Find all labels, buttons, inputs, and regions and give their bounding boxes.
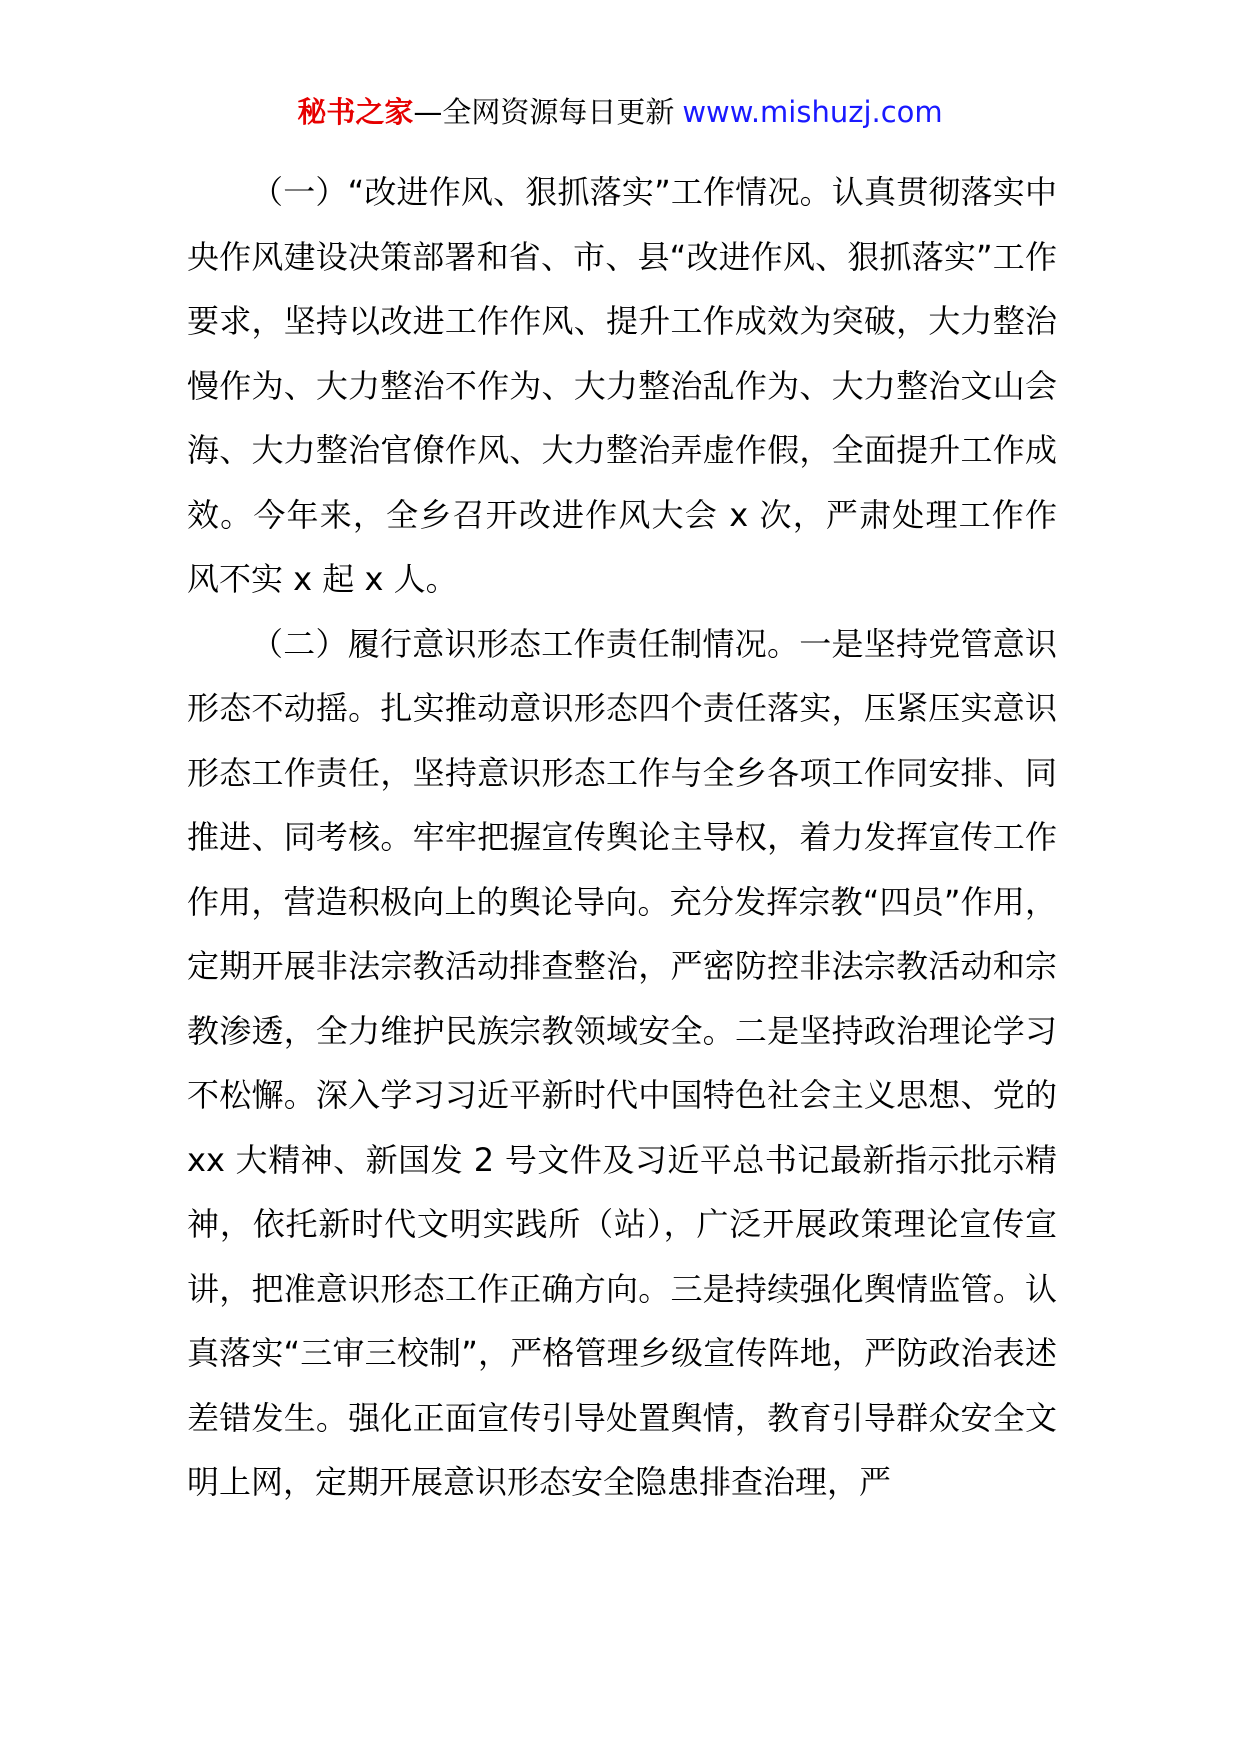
site-brand: 秘书之家 — [297, 95, 414, 129]
document-body — [187, 160, 1057, 1515]
site-tagline: —全网资源每日更新 — [413, 95, 675, 129]
paragraph-work-style: （一）“改进作风、狠抓落实”工作情况。认真贯彻落实中央作风建设决策部署和省、市、县“改进作风、狠抓落实”工作要求，坚持以改进工作作风、提升工作成效为突破，大力整治慢作为、大力整治不作为、大力整治乱作为、大力整治文山会海、大力整治官僚作风、大力整治弄虚作假，全面提升工作成效。今年来，全乡召开改进作风大会 x 次，严肃处理工作作风不实 x 起 x 人。 — [187, 173, 1057, 598]
site-header — [0, 92, 1240, 132]
site-url-link[interactable]: www.mishuzj.com — [682, 95, 943, 129]
paragraph-ideology-responsibility: （二）履行意识形态工作责任制情况。一是坚持党管意识形态不动摇。扎实推动意识形态四个责任落实，压紧压实意识形态工作责任，坚持意识形态工作与全乡各项工作同安排、同推进、同考核。牢牢把握宣传舆论主导权，着力发挥宣传工作作用，营造积极向上的舆论导向。充分发挥宗教“四员”作用，定期开展非法宗教活动排查整治，严密防控非法宗教活动和宗教渗透，全力维护民族宗教领域安全。二是坚持政治理论学习不松懈。深入学习习近平新时代中国特色社会主义思想、党的 xx 大精神、新国发 2 号文件及习近平总书记最新指示批示精神，依托新时代文明实践所（站），广泛开展政策理论宣传宣讲，把准意识形态工作正确方向。三是持续强化舆情监管。认真落实“三审三校制”，严格管理乡级宣传阵地，严防政治表述差错发生。强化正面宣传引导处置舆情，教育引导群众安全文明上网，定期开展意识形态安全隐患排查治理，严 — [187, 624, 1057, 1501]
